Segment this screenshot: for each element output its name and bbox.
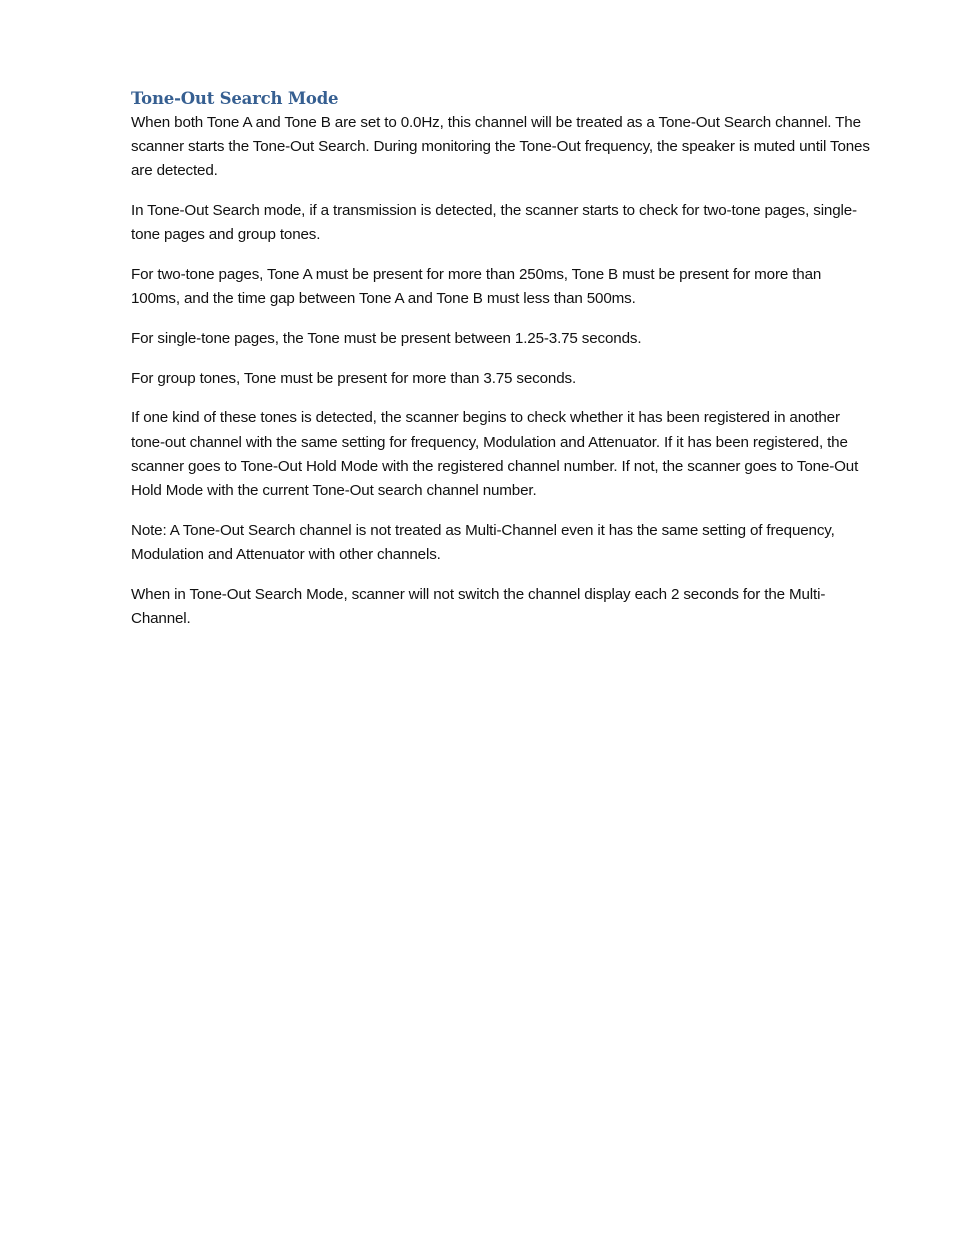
paragraph-single-tone-pages: For single-tone pages, the Tone must be present between 1.25-3.75 seconds.: [131, 329, 642, 347]
paragraph-note-multi-channel: Note: A Tone-Out Search channel is not treated as Multi-Channel even it has the same setting of frequency, Modulation and Attenuator with other channels.: [131, 521, 835, 563]
paragraph-transmission-detection: In Tone-Out Search mode, if a transmission is detected, the scanner starts to check for two-tone pages, single-tone pages and group tones.: [131, 202, 857, 244]
paragraph-two-tone-pages: For two-tone pages, Tone A must be present for more than 250ms, Tone B must be present for more than 100ms, and the time gap between Tone A and Tone B must less than 500ms.: [131, 266, 822, 308]
paragraph-group-tones: For group tones, Tone must be present for more than 3.75 seconds.: [131, 369, 577, 387]
paragraph-registration-check: If one kind of these tones is detected, the scanner begins to check whether it has been registered in another tone-out channel with the same setting for frequency, Modulation and Attenuator. If it has been registered, the scanner goes to Tone-Out Hold Mode with the registered channel number. If not, the scanner goes to Tone-Out Hold Mode with the current Tone-Out search channel number.: [131, 409, 859, 499]
page-content: [131, 86, 873, 646]
section-heading: Tone-Out Search Mode: [131, 89, 339, 108]
paragraph-channel-display: When in Tone-Out Search Mode, scanner will not switch the channel display each 2 seconds for the Multi-Channel.: [131, 585, 826, 627]
paragraph-tone-out-definition: When both Tone A and Tone B are set to 0.0Hz, this channel will be treated as a Tone-Out Search channel. The scanner starts the Tone-Out Search. During monitoring the Tone-Out frequency, the speaker is muted until Tones are detected.: [131, 114, 870, 180]
